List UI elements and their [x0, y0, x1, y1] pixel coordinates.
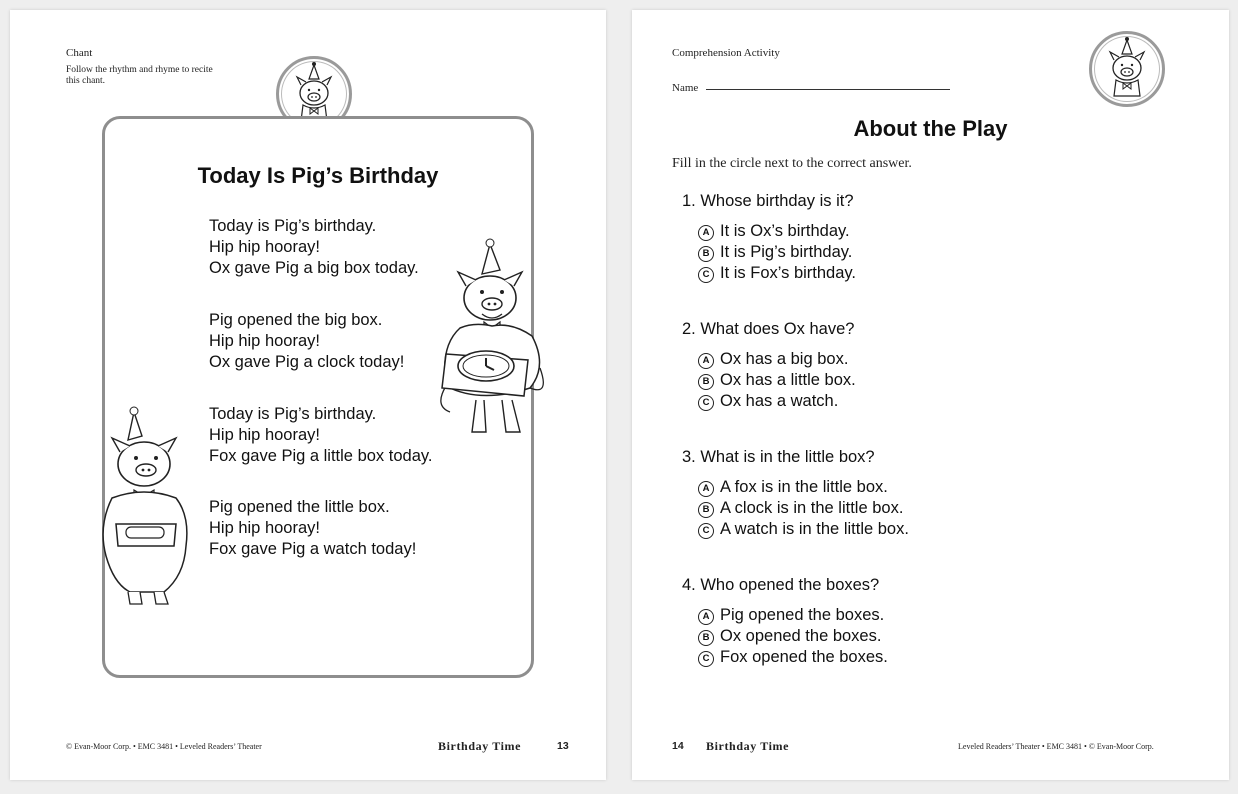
answer-bubble[interactable]: C [698, 651, 714, 667]
poem-title: Today Is Pig’s Birthday [197, 163, 439, 188]
answer-bubble[interactable]: B [698, 374, 714, 390]
answer-bubble[interactable]: A [698, 481, 714, 497]
stanza-line: Hip hip hooray! [209, 238, 320, 256]
choice-text: Ox has a big box. [720, 350, 849, 368]
choice-text: A clock is in the little box. [720, 499, 904, 517]
answer-choice[interactable] [698, 221, 856, 242]
question-3: 3. What is in the little box? [682, 448, 875, 466]
left-page [10, 10, 606, 780]
stanza [209, 404, 432, 467]
right-page [632, 10, 1229, 780]
footer-title: Birthday Time [438, 739, 522, 753]
choices-4 [698, 605, 888, 668]
stanza-line: Ox gave Pig a clock today! [209, 353, 405, 371]
stanza [209, 216, 419, 279]
footer-title: Birthday Time [706, 739, 790, 753]
answer-bubble[interactable]: C [698, 395, 714, 411]
footer-credit: Leveled Readers’ Theater • EMC 3481 • © Evan-Moor Corp. [958, 742, 1154, 751]
answer-choice[interactable] [698, 477, 909, 498]
answer-choice[interactable] [698, 519, 909, 540]
choices-1 [698, 221, 856, 284]
section-label: Chant [66, 47, 93, 59]
choice-text: Pig opened the boxes. [720, 606, 885, 624]
page-number: 14 [672, 740, 684, 752]
answer-choice[interactable] [698, 263, 856, 284]
stanza-line: Hip hip hooray! [209, 332, 320, 350]
question-2: 2. What does Ox have? [682, 320, 855, 338]
stanza-line: Ox gave Pig a big box today. [209, 259, 419, 277]
answer-choice[interactable] [698, 242, 856, 263]
stanza-line: Today is Pig’s birthday. [209, 217, 377, 235]
pig-head-icon [1089, 31, 1165, 107]
answer-bubble[interactable]: C [698, 523, 714, 539]
answer-bubble[interactable]: A [698, 225, 714, 241]
stanza-line: Fox gave Pig a little box today. [209, 447, 433, 465]
section-label: Comprehension Activity [672, 47, 780, 59]
answer-choice[interactable] [698, 626, 888, 647]
activity-instruction: Fill in the circle next to the correct answer. [672, 156, 912, 171]
choice-text: A watch is in the little box. [720, 520, 909, 538]
stanza-line: Pig opened the little box. [209, 498, 390, 516]
stanza-line: Pig opened the big box. [209, 311, 383, 329]
answer-bubble[interactable]: C [698, 267, 714, 283]
instruction-line: this chant. [66, 76, 106, 86]
name-label: Name [672, 82, 699, 94]
footer-credit: © Evan-Moor Corp. • EMC 3481 • Leveled Readers’ Theater [66, 742, 262, 751]
stanza [209, 497, 416, 560]
question-1: 1. Whose birthday is it? [682, 192, 854, 210]
answer-choice[interactable] [698, 647, 888, 668]
choice-text: Ox has a little box. [720, 371, 856, 389]
choices-3 [698, 477, 909, 540]
question-4: 4. Who opened the boxes? [682, 576, 880, 594]
answer-choice[interactable] [698, 498, 909, 519]
choices-2 [698, 349, 856, 412]
name-field[interactable] [706, 89, 950, 90]
instruction-text [66, 65, 213, 87]
answer-choice[interactable] [698, 349, 856, 370]
answer-choice[interactable] [698, 391, 856, 412]
choice-text: Ox has a watch. [720, 392, 839, 410]
answer-bubble[interactable]: B [698, 246, 714, 262]
answer-bubble[interactable]: B [698, 502, 714, 518]
answer-choice[interactable] [698, 370, 856, 391]
choice-text: It is Ox’s birthday. [720, 222, 850, 240]
answer-bubble[interactable]: A [698, 609, 714, 625]
answer-bubble[interactable]: B [698, 630, 714, 646]
choice-text: Fox opened the boxes. [720, 648, 888, 666]
pig-holding-watch-box-illustration [94, 406, 204, 606]
instruction-line: Follow the rhythm and rhyme to recite [66, 65, 213, 75]
stanza-line: Hip hip hooray! [209, 426, 320, 444]
answer-choice[interactable] [698, 605, 888, 626]
stanza-line: Fox gave Pig a watch today! [209, 540, 417, 558]
stanza-line: Today is Pig’s birthday. [209, 405, 377, 423]
choice-text: It is Fox’s birthday. [720, 264, 857, 282]
page-number: 13 [557, 740, 569, 752]
stanza [209, 310, 404, 373]
stanza-line: Hip hip hooray! [209, 519, 320, 537]
choice-text: Ox opened the boxes. [720, 627, 882, 645]
choice-text: It is Pig’s birthday. [720, 243, 853, 261]
choice-text: A fox is in the little box. [720, 478, 888, 496]
pig-holding-clock-illustration [420, 236, 560, 436]
answer-bubble[interactable]: A [698, 353, 714, 369]
activity-title: About the Play [853, 116, 1008, 141]
